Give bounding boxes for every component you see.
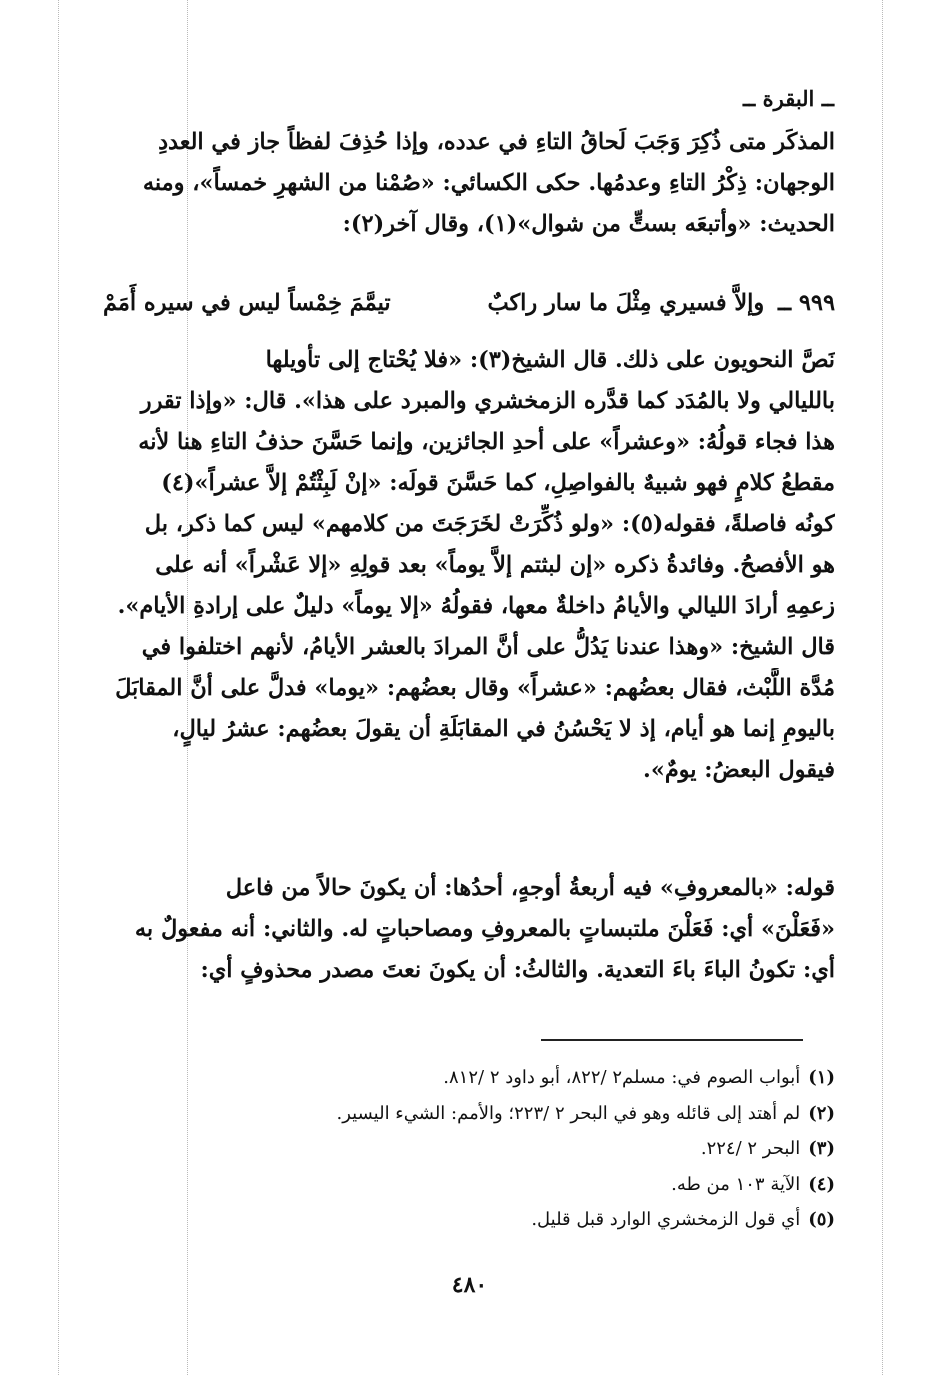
text-line: هذا فجاء قولُهُ: «وعشراً» على أحدِ الجائزين، وإنما حَسَّنَ حذفُ التاءِ هنا لأنه bbox=[138, 429, 835, 455]
text-line: بالليالي ولا بالمُدَد كما قدَّره الزمخشري والمبرد على هذا». قال: «وإذا تقرر bbox=[140, 388, 835, 414]
text-line: قوله: «بالمعروفِ» فيه أربعةُ أوجهٍ، أحدُها: أن يكونَ حالاً من فاعل bbox=[225, 875, 835, 901]
footnote-number: (٥) bbox=[808, 1209, 835, 1230]
text-line: فيقول البعضُ: يومٌ». bbox=[643, 757, 835, 783]
text-line: «فَعَلْنَ» أي: فَعَلْنَ ملتبساتٍ بالمعروفِ ومصاحباتٍ له. والثاني: أنه مفعولٌ به bbox=[134, 916, 835, 942]
text-line: زعمِهِ أرادَ الليالي والأيامُ داخلةٌ معها، فقولُهُ «إلا يوماً» دليلٌ على إرادةِ الأيام». bbox=[117, 593, 835, 619]
footnote bbox=[103, 1202, 835, 1238]
text-line: المذكَر متى ذُكِرَ وَجَبَ لَحاقُ التاءِ في عدده، وإذا حُذِفَ لفظاً جاز في العددِ bbox=[158, 129, 835, 155]
footnote bbox=[103, 1167, 835, 1203]
paragraph-1 bbox=[103, 122, 835, 245]
verse-number: ٩٩٩ ــ bbox=[777, 290, 835, 316]
poem-verse bbox=[103, 283, 835, 323]
footnote-text: أي قول الزمخشري الوارد قبل قليل. bbox=[531, 1209, 801, 1230]
footnotes bbox=[103, 1060, 835, 1238]
hemistich-first: وإلاَّ فسيري مِثْلَ ما سار راكبٌ bbox=[487, 290, 765, 316]
footnote-text: أبواب الصوم في: مسلم٢ /٨٢٢، أبو داود ٢ /٨١٢. bbox=[443, 1067, 801, 1088]
footnote-separator bbox=[541, 1039, 803, 1041]
scan-guide-line bbox=[882, 0, 883, 1375]
footnote-number: (٤) bbox=[808, 1173, 835, 1195]
text-line: نَصَّ النحويون على ذلك. قال الشيخ(٣): «فلا يُحْتاج إلى تأويلها bbox=[265, 347, 835, 373]
hemistich-second: تيمَّمَ خِمْساً ليس في سيره أَمَمْ bbox=[103, 290, 391, 316]
footnote bbox=[103, 1060, 835, 1096]
footnote-text: الآية ١٠٣ من طه. bbox=[671, 1173, 801, 1195]
footnote-number: (٣) bbox=[808, 1138, 835, 1159]
text-line: أي: تكونُ الباءَ باءَ التعدية. والثالثُ: أن يكونَ نعتَ مصدر محذوفٍ أي: bbox=[200, 957, 835, 983]
text-line: باليومِ إنما هو أيام، إذ لا يَحْسُنُ في المقابَلَةِ أن يقولَ بعضُهم: عشرُ ليالٍ، bbox=[172, 716, 835, 742]
scan-guide-line bbox=[58, 0, 59, 1375]
text-line: كونُه فاصلةً، فقوله(٥): «ولو ذُكِّرَتْ لخَرَجَتَ من كلامهم» ليس كما ذكر، بل bbox=[144, 511, 835, 537]
text-line: هو الأفصحُ. وفائدةُ ذكره «إن لبثتم إلاَّ يوماً» بعد قولِهِ «إلا عَشْراً» أنه على bbox=[155, 552, 835, 578]
footnote bbox=[103, 1131, 835, 1167]
footnote-text: لم أهتد إلى قائله وهو في البحر ٢ /٢٢٣؛ والأمم: الشيء اليسير. bbox=[336, 1102, 801, 1124]
text-line: مقطعُ كلامٍ فهو شبيهٌ بالفواصِلِ، كما حَسَّنَ قولَه: «إنْ لَبِثْتُمْ إلاَّ عشراً»(٤) bbox=[161, 470, 835, 496]
footnote-text: البحر ٢ /٢٢٤. bbox=[700, 1138, 801, 1159]
footnote-number: (١) bbox=[808, 1067, 835, 1088]
text-line: الحديث: «وأتبعَه بستٍّ من شوال»(١)، وقال آخر(٢): bbox=[342, 211, 835, 237]
footnote bbox=[103, 1096, 835, 1132]
paragraph-2 bbox=[103, 340, 835, 791]
text-line: قال الشيخ: «وهذا عندنا يَدُلُّ على أنَّ المرادَ بالعشر الأيامُ، لأنهم اختلفوا في bbox=[141, 634, 835, 660]
text-line: الوجهان: ذِكْرُ التاءِ وعدمُها. حكى الكسائي: «صُمْنا من الشهرِ خمساً»، ومنه bbox=[142, 170, 835, 196]
footnote-number: (٢) bbox=[808, 1102, 835, 1124]
page-number: ٤٨٠ bbox=[451, 1272, 488, 1298]
text-line: مُدَّة اللَّبْث، فقال بعضُهم: «عشراً» وقال بعضُهم: «يوما» فدلَّ على أنَّ المقابَلَ bbox=[115, 675, 835, 701]
paragraph-3 bbox=[103, 868, 835, 991]
running-header: ــ البقرة ــ bbox=[742, 86, 834, 111]
